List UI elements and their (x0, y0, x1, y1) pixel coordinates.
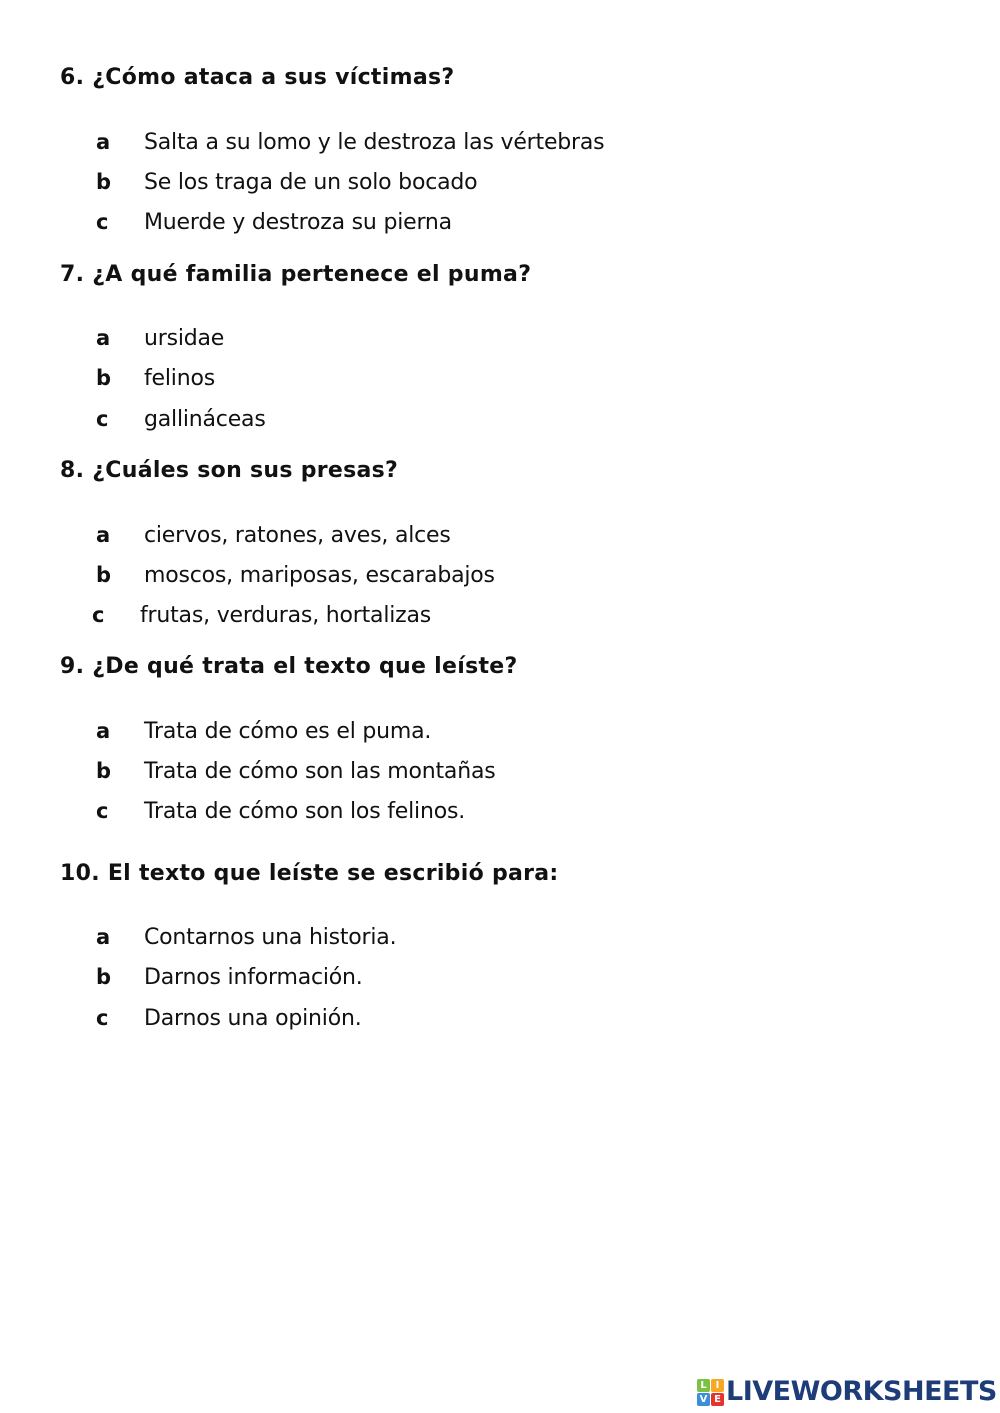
option-text: Darnos información. (144, 964, 363, 990)
question-title: 6. ¿Cómo ataca a sus víctimas? (60, 65, 455, 90)
option-letter: c (96, 799, 109, 823)
option-letter: b (96, 366, 112, 390)
option-text: Salta a su lomo y le destroza las vértebras (144, 129, 605, 155)
option-a[interactable] (96, 127, 604, 157)
option-letter: a (96, 130, 111, 154)
option-letter: b (96, 759, 112, 783)
option-letter: b (96, 170, 112, 194)
option-letter: c (96, 210, 109, 234)
logo-blocks-icon (697, 1379, 724, 1406)
option-text: Trata de cómo son las montañas (144, 758, 496, 784)
option-a[interactable] (96, 922, 396, 952)
question-title: 10. El texto que leíste se escribió para: (60, 861, 559, 886)
option-a[interactable] (96, 520, 451, 550)
liveworksheets-logo (697, 1378, 997, 1406)
logo-block-e: E (711, 1393, 724, 1406)
option-c[interactable] (96, 1003, 362, 1033)
logo-block-i: I (711, 1379, 724, 1392)
option-letter: a (96, 523, 111, 547)
option-b[interactable] (96, 167, 477, 197)
option-letter: a (96, 925, 111, 949)
option-text: ciervos, ratones, aves, alces (144, 522, 451, 548)
option-b[interactable] (96, 560, 495, 590)
option-text: Contarnos una historia. (144, 924, 397, 950)
option-letter: c (96, 1006, 109, 1030)
option-text: frutas, verduras, hortalizas (140, 602, 432, 628)
option-text: gallináceas (144, 406, 266, 432)
option-text: Muerde y destroza su pierna (144, 209, 452, 235)
option-text: ursidae (144, 325, 225, 351)
option-b[interactable] (96, 363, 215, 393)
option-text: Trata de cómo son los felinos. (144, 798, 466, 824)
option-text: Darnos una opinión. (144, 1005, 362, 1031)
question-title: 7. ¿A qué familia pertenece el puma? (60, 262, 532, 287)
option-b[interactable] (96, 756, 496, 786)
option-c[interactable] (96, 207, 452, 237)
question-title: 9. ¿De qué trata el texto que leíste? (60, 654, 518, 679)
option-a[interactable] (96, 323, 224, 353)
option-letter: c (96, 407, 109, 431)
logo-text: LIVEWORKSHEETS (726, 1376, 997, 1407)
option-c[interactable] (92, 600, 431, 630)
option-letter: a (96, 719, 111, 743)
option-text: moscos, mariposas, escarabajos (144, 562, 495, 588)
logo-block-l: L (697, 1379, 710, 1392)
option-letter: c (92, 603, 105, 627)
option-text: felinos (144, 365, 215, 391)
option-letter: a (96, 326, 111, 350)
option-c[interactable] (96, 404, 266, 434)
question-title: 8. ¿Cuáles son sus presas? (60, 458, 399, 483)
option-text: Trata de cómo es el puma. (144, 718, 432, 744)
option-c[interactable] (96, 796, 465, 826)
logo-block-v: V (697, 1393, 710, 1406)
option-letter: b (96, 965, 112, 989)
option-letter: b (96, 563, 112, 587)
option-a[interactable] (96, 716, 431, 746)
option-b[interactable] (96, 962, 363, 992)
option-text: Se los traga de un solo bocado (144, 169, 478, 195)
